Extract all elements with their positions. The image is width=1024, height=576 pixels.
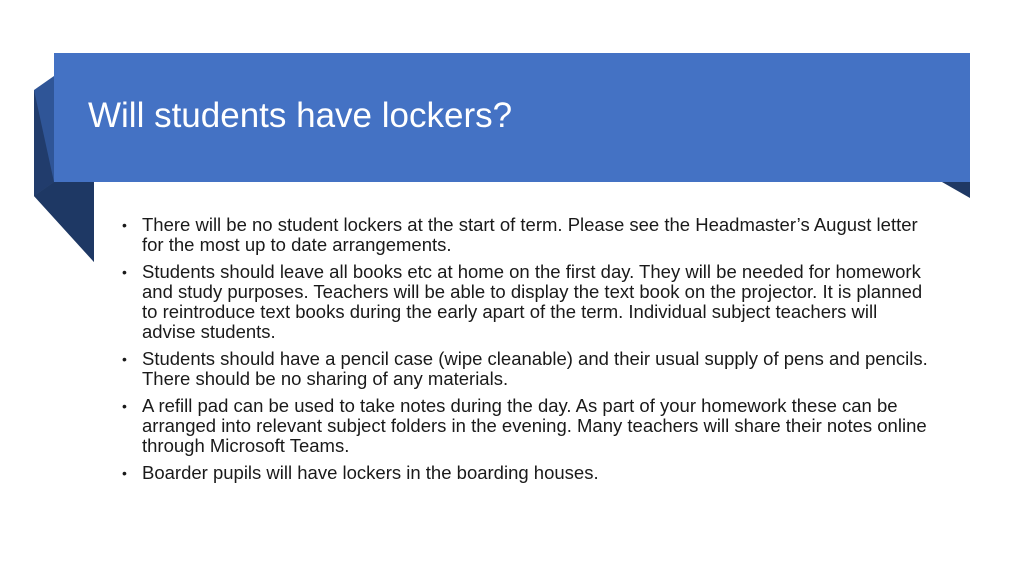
bullet-item (120, 262, 930, 342)
bullet-list (120, 215, 930, 483)
slide-title: Will students have lockers? (88, 96, 513, 135)
bullet-icon: • (122, 264, 127, 280)
bullet-item (120, 396, 930, 456)
bullet-text: Students should have a pencil case (wipe cleanable) and their usual supply of pens and pencils. There should be no sharing of any materials. (142, 348, 928, 389)
bullet-icon: • (122, 217, 127, 233)
bullet-text: Students should leave all books etc at home on the first day. They will be needed for homework and study purposes. Teachers will be able to display the text book on the projector. It is planned to reintroduce text books during the early apart of the term. Individual subject teachers will advise students. (142, 261, 923, 342)
bullet-icon: • (122, 351, 127, 367)
ribbon-right-fold (942, 182, 970, 198)
slide-content (120, 215, 930, 490)
bullet-item (120, 463, 930, 483)
bullet-text: A refill pad can be used to take notes during the day. As part of your homework these can be arranged into relevant subject folders in the evening. Many teachers will share their notes online through Microsoft Teams. (142, 395, 927, 456)
bullet-item (120, 215, 930, 255)
bullet-icon: • (122, 465, 127, 481)
bullet-text: Boarder pupils will have lockers in the boarding houses. (142, 462, 599, 483)
bullet-item (120, 349, 930, 389)
bullet-icon: • (122, 398, 127, 414)
bullet-text: There will be no student lockers at the start of term. Please see the Headmaster’s August letter for the most up to date arrangements. (142, 214, 918, 255)
